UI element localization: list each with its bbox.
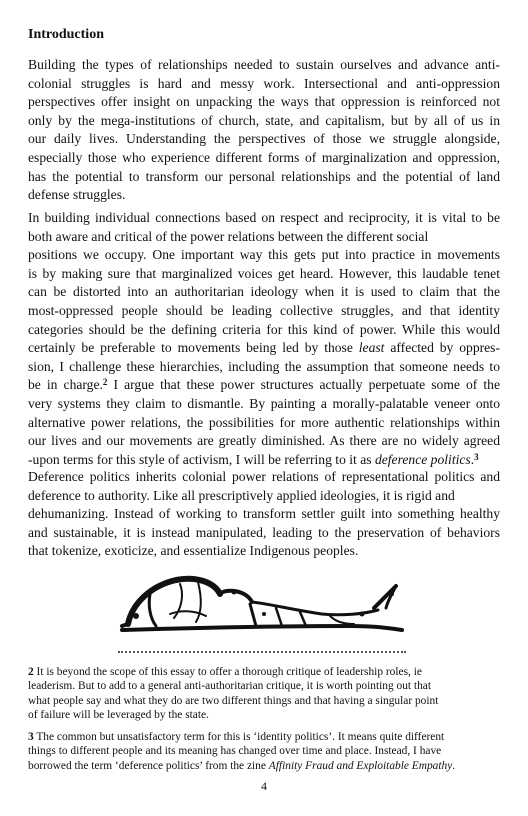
- text-line: only by the mega-institutions of church, state, and capitalism, but by all of us in: [28, 112, 500, 128]
- text-line: alternative power relations, the possibilities for more authentic relationships within: [28, 414, 500, 430]
- paragraph-1: [28, 56, 500, 205]
- footnote-number: 2: [28, 666, 34, 678]
- emphasis-least: least: [358, 340, 385, 356]
- text-line: perspectives offer insight on unpacking the ways that oppression is reinforced not: [28, 94, 500, 110]
- text-segment: -upon terms for this style of activism, I will be referring to it as: [28, 451, 375, 467]
- section-heading: Introduction: [28, 27, 104, 42]
- text-segment: I argue that these power structures actually perpetuate some of the: [107, 377, 501, 393]
- footnote-divider: [118, 651, 406, 653]
- text-line: defense struggles.: [28, 187, 126, 203]
- footnote-2: [28, 665, 502, 723]
- text-line: [28, 666, 422, 678]
- text-line: [28, 339, 500, 358]
- text-line: of failure will be leveraged by the state.: [28, 709, 209, 722]
- text-line: our lives and our movements are greatly diminished. As there are no widely agreed: [28, 433, 500, 449]
- text-segment: .: [452, 759, 456, 772]
- text-line: and sustainable, it is instead manipulated, leading to the preservation of behaviors: [28, 524, 500, 540]
- text-line: has the potential to transform our personal relationships and the potential of land: [28, 168, 500, 184]
- text-segment: affected by oppres-: [384, 340, 500, 356]
- emphasis-deference-politics: deference politics: [374, 451, 471, 467]
- paragraph-3: [28, 468, 500, 561]
- text-line: very systems they claim to dismantle. By painting a morally-palatable veneer onto: [28, 395, 500, 411]
- text-line: In building individual connections based on respect and reciprocity, it is vital to be: [28, 210, 500, 225]
- text-line: Building the types of relationships needed to sustain ourselves and advance anti-: [28, 57, 500, 72]
- text-line: most-oppressed people should be leading collective struggles, and that identity: [28, 302, 500, 318]
- text-line: colonial struggles is hard and messy work. Intersectional and anti-oppression: [28, 75, 500, 91]
- footnote-ref-2: 2: [102, 377, 108, 388]
- text-line: is by making sure that marginalized voices get heard. However, this laudable tenet: [28, 265, 500, 281]
- text-segment: borrowed the term ‘deference politics’ from the zine: [28, 759, 269, 772]
- page-number: 4: [261, 779, 267, 793]
- text-segment: The common but unsatisfactory term for this is ‘identity politics’. It means quite different: [33, 731, 445, 743]
- text-line: [28, 451, 500, 470]
- text-line: things to different people and its meaning has changed over time and place. Instead, I have: [28, 745, 442, 758]
- ink-sketch-illustration: [110, 564, 410, 648]
- text-segment: .: [470, 451, 475, 467]
- text-segment: It is beyond the scope of this essay to offer a thorough critique of leadership roles, ie: [33, 666, 422, 678]
- footnote-3: [28, 730, 502, 773]
- text-line: that tokenize, exoticize, and essentialize Indigenous peoples.: [28, 543, 359, 559]
- text-line: both aware and critical of the power relations between the different social: [28, 228, 429, 244]
- zine-title: Affinity Fraud and Exploitable Empathy: [268, 759, 453, 772]
- paragraph-2: [28, 209, 500, 469]
- text-line: what people say and what they do are two different things and that having a singular point: [28, 694, 439, 707]
- text-line: [28, 376, 500, 395]
- text-line: our daily lives. Understanding the perspectives of those we struggle alongside,: [28, 131, 500, 147]
- text-line: can be distorted into an authoritarian ideology when it is used to claim that the: [28, 284, 500, 300]
- text-line: dehumanizing. Instead of working to transform settler guilt into something healthy: [28, 506, 500, 522]
- text-line: categories should be the defining criteria for this kind of power. While this would: [28, 321, 500, 337]
- text-line: Deference politics inherits colonial power relations of representational politics and: [28, 469, 500, 484]
- text-line: leaderism. But to add to a general anti-authoritarian critique, it is worth pointing out that: [28, 680, 431, 693]
- footnote-ref-3: 3: [474, 451, 479, 462]
- text-segment: be in charge.: [28, 377, 103, 393]
- text-line: deference to authority. Like all prescriptively applied ideologies, it is rigid and: [28, 487, 455, 503]
- text-line: sion, I challenge these hierarchies, including the assumption that someone needs to: [28, 358, 500, 374]
- text-line: positions we occupy. One important way this gets put into practice in movements: [28, 247, 500, 263]
- footnote-number: 3: [28, 731, 34, 743]
- text-line: especially those who experience different forms of marginalization and oppression,: [28, 149, 500, 165]
- text-segment: certainly be preferable to movements being led by those: [28, 340, 359, 356]
